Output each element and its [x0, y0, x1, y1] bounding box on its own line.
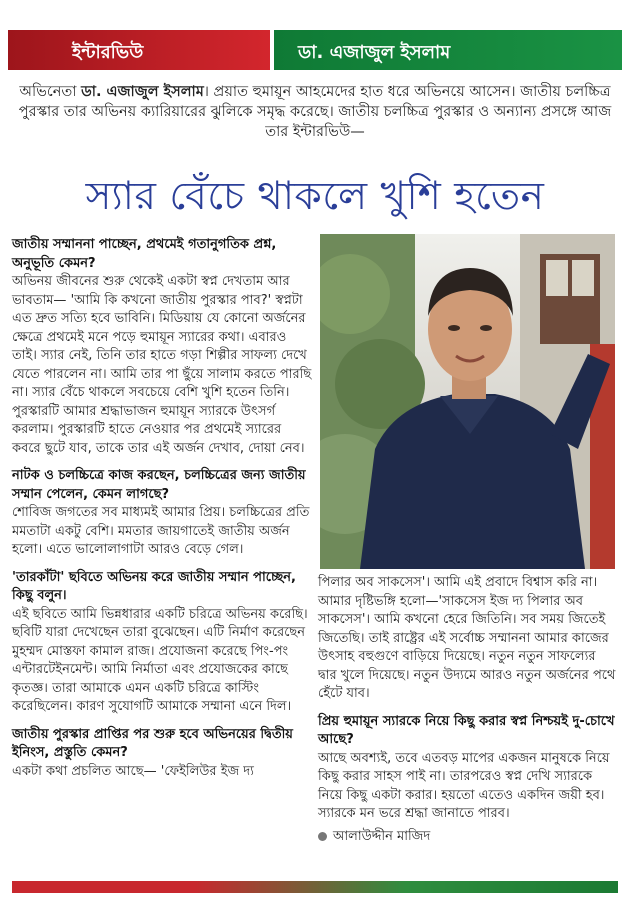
answer-2: শোবিজ জগতের সব মাধ্যমই আমার প্রিয়। চলচ্চিত্রের প্রতি মমতাটা একটু বেশি। মমতার জায়গাতেই জাতীয় অর্জন হলো। এতে ভালোলাগাটা আরও বেড়ে গেল।: [12, 505, 310, 557]
question-2: নাটক ও চলচ্চিত্রে কাজ করছেন, চলচ্চিত্রের জন্য জাতীয় সম্মান পেলেন, কেমন লাগছে?: [12, 468, 306, 502]
subject-label-box: [274, 30, 622, 70]
intro-name: ডা. এজাজুল ইসলাম: [81, 84, 204, 100]
footer-color-bar: [12, 881, 618, 893]
portrait-photo: [320, 234, 615, 569]
article-column-left: [12, 236, 312, 781]
question-3: 'তারকাঁটা' ছবিতে অভিনয় করে জাতীয় সম্মান পাচ্ছেন, কিছু বলুন।: [12, 569, 296, 603]
answer-4-start: একটা কথা প্রচলিত আছে— 'ফেইলিউর ইজ দ্য: [12, 763, 254, 779]
bullet-icon: [318, 832, 327, 841]
section-label: ইন্টারভিউ: [72, 42, 144, 63]
article-headline: স্যার বেঁচে থাকলে খুশি হতেন: [85, 174, 545, 219]
byline-author: আলাউদ্দীন মাজিদ: [333, 828, 431, 844]
intro-lead: অভিনেতা: [19, 84, 82, 100]
answer-5: আছে অবশ্যই, তবে এতবড় মাপের একজন মানুষকে নিয়ে কিছু করার সাহস পাই না। তারপরেও স্বপ্ন দেখি স্যারকে নিয়ে কিছু একটা করার। হয়তো এতেও একদিন জয়ী হব। স্যারকে মন ভরে শ্রদ্ধা জানাতে পারব।: [318, 750, 610, 821]
intro-paragraph: [12, 82, 618, 142]
intro-rest: । প্রয়াত হুমায়ূন আহমেদের হাত ধরে অভিনয়ে আসেন। জাতীয় চলচ্চিত্র পুরস্কার তার অভিনয় ক্যারিয়ারের ঝুলিকে সমৃদ্ধ করেছে। জাতীয় চলচ্চিত্র পুরস্কার ও অন্যান্য প্রসঙ্গে আজ তার ইন্টারভিউ—: [18, 84, 612, 140]
answer-4-continued: পিলার অব সাকসেস'। আমি এই প্রবাদে বিশ্বাস করি না। আমার দৃষ্টিভঙ্গি হলো—'সাকসেস ইজ দ্য পিলার অব সাকসেস'। আমি কখনো হেরে জিতিনি। সব সময় জিতেই জিতেছি। তাই রাষ্ট্রের এই সর্বোচ্চ সম্মাননা আমার কাজের উৎসাহ বহুগুণে বাড়িয়ে দিয়েছে। নতুন নতুন সাফল্যের দ্বার খুলে দিয়েছে। নতুন উদ্যমে আরও নতুন অর্জনের পথে হেঁটে যাব।: [318, 575, 616, 701]
question-4: জাতীয় পুরস্কার প্রাপ্তির পর শুরু হবে অভিনয়ের দ্বিতীয় ইনিংস, প্রস্তুতি কেমন?: [12, 726, 293, 760]
answer-1: অভিনয় জীবনের শুরু থেকেই একটা স্বপ্ন দেখতাম আর ভাবতাম— 'আমি কি কখনো জাতীয় পুরস্কার পাব?' স্বপ্নটা এত দ্রুত সত্যি হবে ভাবিনি। মিডিয়ায় যে কোনো অর্জনের ক্ষেত্রে প্রথমেই মনে পড়ে হুমায়ূন স্যারের কথা। এবারও তাই। স্যার নেই, তিনি তার হাতে গড়া শিল্পীর সাফল্য দেখে যেতে পারলেন না। আমি তার পা ছুঁয়ে সালাম করতে পারছি না। স্যার বেঁচে থাকলে সবচেয়ে বেশি খুশি হতেন তিনি। পুরস্কারটি আমার শ্রদ্ধাভাজন হুমায়ূন স্যারকে উৎসর্গ করলাম। পুরস্কারটি হাতে নেওয়ার পর প্রথমেই স্যারের কবরে ছুটে যাব, তাকে তার এই অর্জন দেখাব, দোয়া নেব।: [12, 274, 312, 456]
subject-label: ডা. এজাজুল ইসলাম: [298, 42, 451, 63]
question-5: প্রিয় হুমায়ূন স্যারকে নিয়ে কিছু করার স্বপ্ন নিশ্চয়ই দু-চোখে আছে?: [318, 713, 615, 747]
section-label-box: [8, 30, 270, 70]
answer-3: এই ছবিতে আমি ভিন্নধারার একটি চরিত্রে অভিনয় করেছি। ছবিটি যারা দেখেছেন তারা বুঝেছেন। এটি নির্মাণ করেছেন মুহম্মদ মোস্তফা কামাল রাজ। প্রযোজনা করেছে পিং-পং এন্টারটেইনমেন্ট। আমি নির্মাতা এবং প্রযোজকের কাছে কৃতজ্ঞ। তারা আমাকে এমন একটি চরিত্রে কাস্টিং করেছিলেন। কারণ সুযোগটি আমাকে সম্মানা এনে দিল।: [12, 606, 308, 714]
byline: [318, 828, 618, 847]
section-banner: [8, 30, 622, 70]
article-column-right: [318, 574, 618, 846]
question-1: জাতীয় সম্মাননা পাচ্ছেন, প্রথমেই গতানুগতিক প্রশ্ন, অনুভূতি কেমন?: [12, 237, 277, 271]
